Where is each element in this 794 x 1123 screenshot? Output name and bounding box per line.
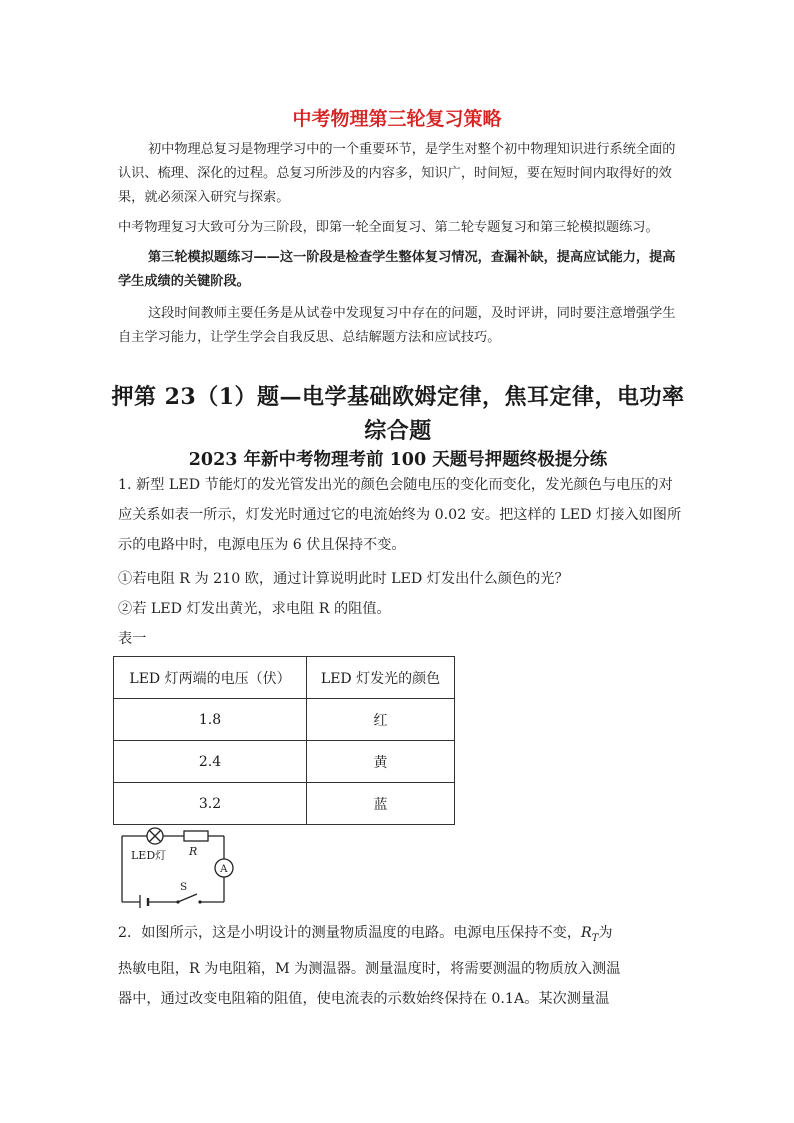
- lamp-label: LED灯: [131, 849, 167, 862]
- intro-paragraph-2: 中考物理复习大致可分为三阶段，即第一轮全面复习、第二轮专题复习和第三轮模拟题练习。: [118, 220, 659, 235]
- circuit-diagram: [118, 826, 248, 908]
- table-cell-color: 黄: [307, 741, 455, 783]
- switch-icon: [178, 894, 197, 902]
- section-title: 押第 23（1）题—电学基础欧姆定律，焦耳定律，电功率综合题: [111, 384, 685, 444]
- resistor-label: R: [189, 845, 198, 858]
- ammeter-label: A: [220, 863, 228, 875]
- table-row: [114, 783, 455, 825]
- voltage-color-table: [113, 656, 455, 825]
- table-caption: 表一: [118, 631, 147, 647]
- question-2-text: 2．如图所示，这是小明设计的测量物质温度的电路。电源电压保持不变，: [118, 925, 582, 941]
- table-cell-color: 蓝: [307, 783, 455, 825]
- table-row: [114, 699, 455, 741]
- switch-contact: [198, 900, 201, 903]
- table-row: [114, 741, 455, 783]
- table-cell-voltage: 3.2: [114, 783, 307, 825]
- thermistor-symbol-sub: T: [591, 932, 599, 944]
- table-header-row: [114, 657, 455, 699]
- thermistor-symbol-main: R: [581, 925, 592, 941]
- section-subtitle: 2023 年新中考物理考前 100 天题号押题终极提分练: [188, 450, 608, 470]
- question-2-line-1: [118, 918, 684, 954]
- table-header-voltage: LED 灯两端的电压（伏）: [114, 657, 307, 699]
- question-2-line-2: 热敏电阻，R 为电阻箱，M 为测温器。测量温度时，将需要测温的物质放入测温: [118, 960, 621, 977]
- question-2-text: 为: [598, 925, 613, 941]
- question-2: [118, 918, 684, 1014]
- question-2-line-3: 器中，通过改变电阻箱的阻值，使电流表的示数始终保持在 0.1A。某次测量温: [118, 990, 610, 1007]
- resistor-icon: [184, 831, 208, 841]
- intro-paragraph-4: 这段时间教师主要任务是从试卷中发现复习中存在的问题，及时评讲，同时要注意增强学生自主学习能力，让学生学会自我反思、总结解题方法和应试技巧。: [118, 306, 676, 345]
- table-header-color: LED 灯发光的颜色: [307, 657, 455, 699]
- question-1-part-2: ②若 LED 灯发出黄光，求电阻 R 的阻值。: [118, 601, 391, 617]
- switch-contact: [176, 900, 179, 903]
- intro-paragraph-1: 初中物理总复习是物理学习中的一个重要环节，是学生对整个初中物理知识进行系统全面的认识、梳理、深化的过程。总复习所涉及的内容多，知识广，时间短，要在短时间内取得好的效果，就必须深入研究与探索。: [118, 142, 676, 205]
- intro-paragraph-3: 第三轮模拟题练习——这一阶段是检查学生整体复习情况，查漏补缺，提高应试能力，提高学生成绩的关键阶段。: [118, 250, 676, 289]
- table-cell-voltage: 1.8: [114, 699, 307, 741]
- table-cell-color: 红: [307, 699, 455, 741]
- question-1-stem: 1. 新型 LED 节能灯的发光管发出光的颜色会随电压的变化而变化，发光颜色与电压的对应关系如表一所示，灯发光时通过它的电流始终为 0.02 安。把这样的 LED 灯接入如图所示的电路中时，电源电压为 6 伏且保持不变。: [118, 477, 682, 553]
- switch-label: S: [180, 881, 188, 893]
- table-cell-voltage: 2.4: [114, 741, 307, 783]
- question-1-part-1: ①若电阻 R 为 210 欧，通过计算说明此时 LED 灯发出什么颜色的光？: [118, 571, 569, 587]
- thermistor-symbol: [581, 925, 599, 944]
- page-title: 中考物理第三轮复习策略: [292, 108, 502, 130]
